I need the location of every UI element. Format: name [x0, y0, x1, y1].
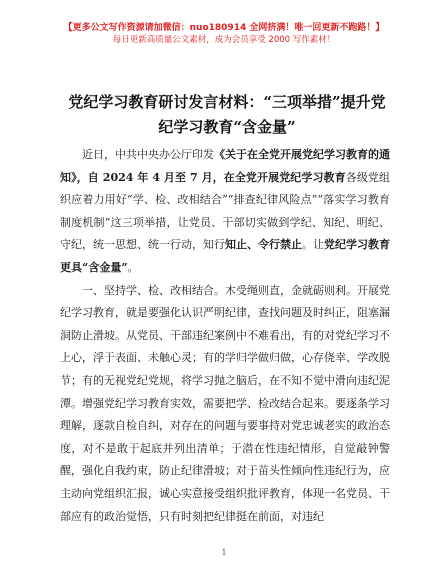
page-number: 1 — [221, 548, 227, 557]
paragraph-section-1: 一、坚持学、检、改相结合。木受绳则直，金就砺则利。开展党纪学习教育，就是要强化认识严明纪律，查找问题及时纠正，阻塞漏洞防止滑坡。从党员、干部违纪案例中不难看出，有的对党纪学习不上心，浮于表面、未触心灵；有的学归学做归做，心存侥幸、学改脱节；有的无视党纪党规，将学习抛之脑后，在不知不觉中滑向违纪泥潭。增强党纪学习教育实效，需要把学、检改结合起来。要逐条学习理解，逐款自检自纠，对存在的问题与要事持对党忠诚老实的政治态度，对不是敢于起底并列出清单；于潜在性违纪情形，自觉敲钟警醒，强化自我约束，防止纪律滑坡；对于苗头性倾向性违纪行为，应主动向党组织汇报，诚心实意接受组织批评教育，体现一名党员、干部应有的政治觉悟，只有时刻把纪律挺在前面，对违纪 — [60, 283, 390, 523]
promo-line-1: 【更多公文写作资源请加微信：nuo180914 全网挤满！唯一回更新不跑路！】 — [63, 23, 385, 33]
intro-bold-phrase: 知止、令行禁止 — [225, 238, 302, 252]
document-title: 党纪学习教育研讨发言材料：“三项举措”提升党纪学习教育“含金量” — [68, 93, 386, 136]
intro-date-text: ，自 2024 年 4 月至 7 月，在全党开展党纪学习教育 — [76, 170, 346, 184]
paragraph-intro — [60, 144, 390, 280]
intro-text-1: 近日，中共中央办公厅印发 — [82, 148, 214, 161]
promo-line-2: 每日更新高质量公文素材，成为会员享受 2000 写作素材！ — [112, 35, 336, 45]
document-body — [60, 144, 390, 528]
intro-text-2: 各级党组织应着力用好“学、检、改相结合”“排查纪律风险点”“落实学习教育制度机制”这三项举措，让党员、干部切实做到学纪、知纪、明纪、守纪，统一思想、统一行动，知行 — [60, 170, 391, 252]
notice-title: 《关于在全党开展党纪学习教育的通知》 — [60, 148, 390, 184]
intro-bold-phrase-2: 党纪学习教育更具“含金量” — [60, 238, 390, 274]
promo-banner — [0, 22, 448, 46]
intro-text-3: 。让 — [302, 238, 324, 252]
intro-text-4: 。 — [127, 260, 139, 274]
